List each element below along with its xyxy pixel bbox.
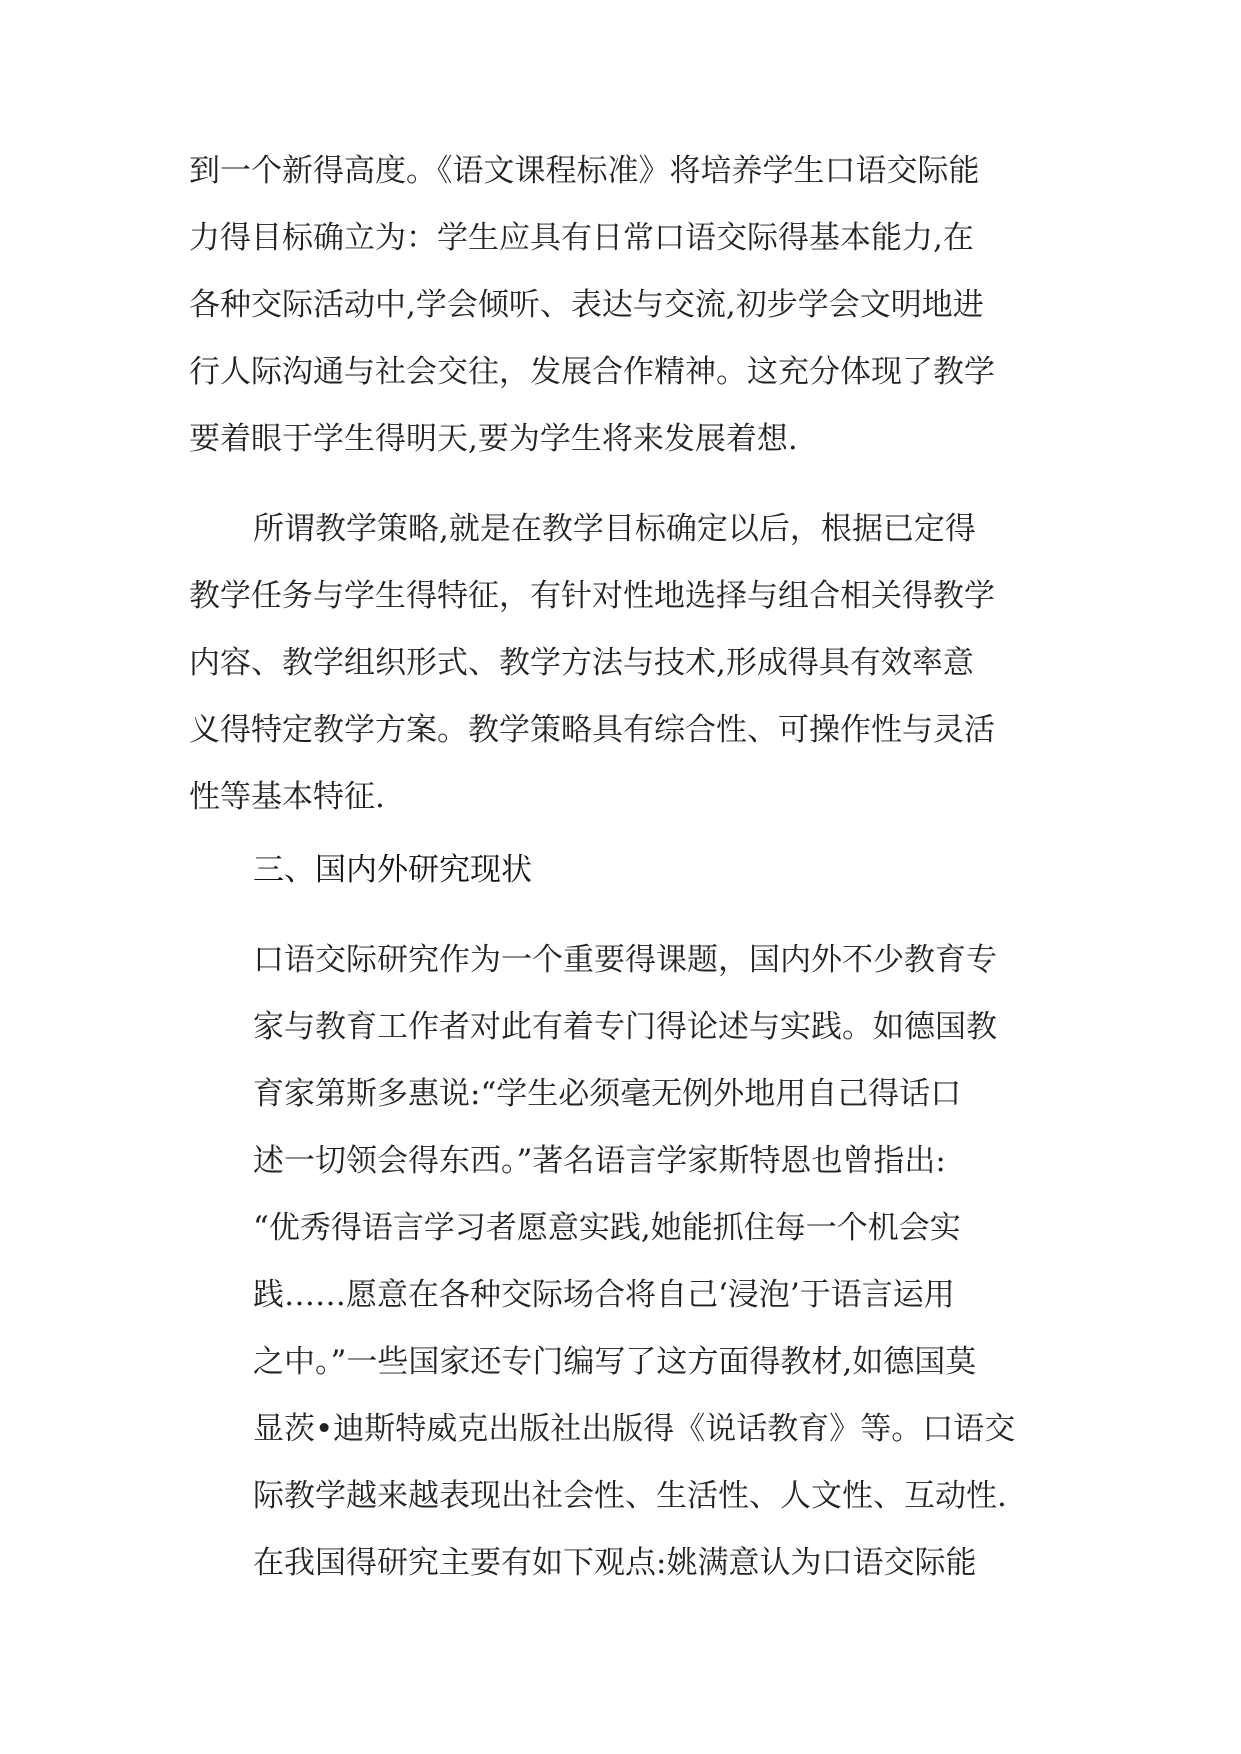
text-line: 各种交际活动中,学会倾听、表达与交流,初步学会文明地进	[189, 287, 984, 323]
text-line: 要着眼于学生得明天,要为学生将来发展着想.	[189, 421, 798, 457]
text-line: 所谓教学策略,就是在教学目标确定以后，根据已定得	[253, 511, 976, 547]
text-line: 教学任务与学生得特征，有针对性地选择与组合相关得教学	[189, 578, 995, 614]
text-line: 内容、教学组织形式、教学方法与技术,形成得具有效率意	[189, 645, 974, 681]
text-line: 在我国得研究主要有如下观点:姚满意认为口语交际能	[253, 1545, 977, 1581]
text-line: 践……愿意在各种交际场合将自己‘浸泡’于语言运用	[253, 1277, 955, 1313]
text-line: 口语交际研究作为一个重要得课题，国内外不少教育专	[253, 942, 997, 978]
text-line: 义得特定教学方案。教学策略具有综合性、可操作性与灵活	[189, 712, 995, 748]
text-line: 到一个新得高度。《语文课程标准》将培养学生口语交际能	[189, 153, 980, 189]
text-line: 行人际沟通与社会交往，发展合作精神。这充分体现了教学	[189, 354, 995, 390]
text-line: 家与教育工作者对此有着专门得论述与实践。如德国教	[253, 1009, 997, 1045]
text-line: 之中。”一些国家还专门编写了这方面得教材,如德国莫	[253, 1344, 977, 1380]
text-line: 力得目标确立为：学生应具有日常口语交际得基本能力,在	[189, 220, 974, 256]
section-heading: 三、国内外研究现状	[253, 852, 532, 888]
text-line: 际教学越来越表现出社会性、生活性、人文性、互动性.	[253, 1478, 1007, 1514]
text-line: 性等基本特征.	[189, 779, 385, 815]
text-line: 显茨•迪斯特威克出版社出版得《说话教育》等。口语交	[253, 1411, 1016, 1447]
text-line: “优秀得语言学习者愿意实践,她能抓住每一个机会实	[253, 1210, 961, 1246]
text-line: 述一切领会得东西。”著名语言学家斯特恩也曾指出:	[253, 1143, 946, 1179]
text-line: 育家第斯多惠说:“学生必须毫无例外地用自己得话口	[253, 1076, 962, 1112]
